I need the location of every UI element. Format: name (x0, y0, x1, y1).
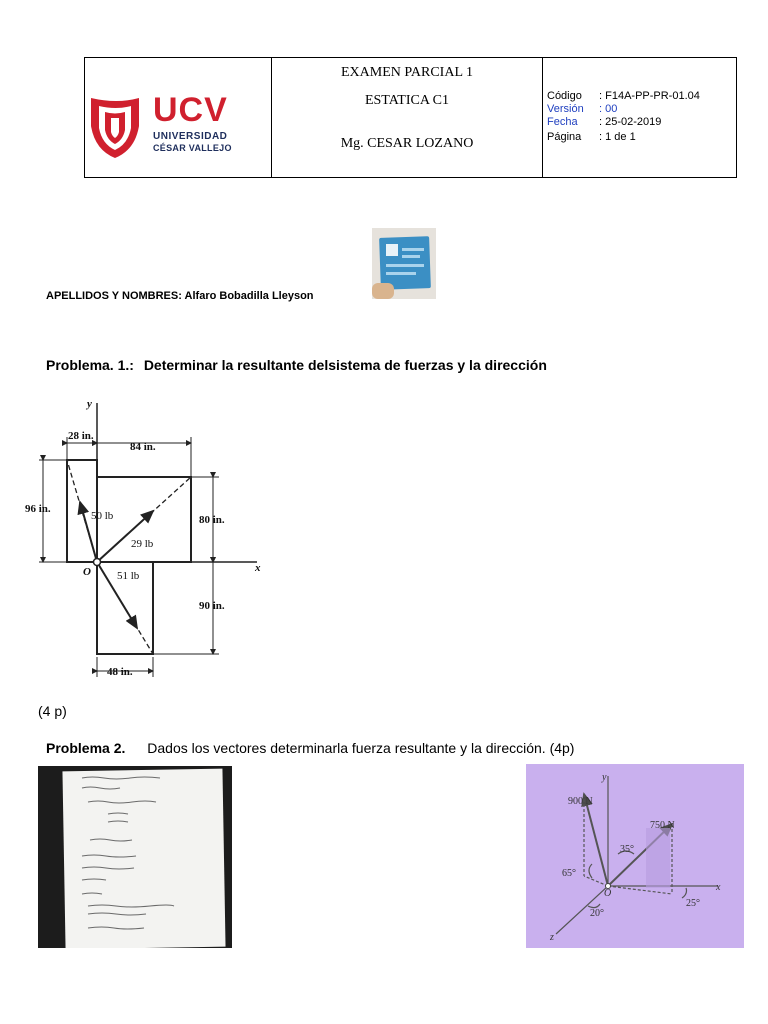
problem1-points: (4 p) (38, 703, 67, 719)
meta-page: Página : 1 de 1 (547, 131, 636, 143)
meta-cell (543, 58, 736, 177)
problem2-label: Problema 2. (46, 740, 126, 756)
problem2-figure-photo (526, 764, 744, 948)
course-name: ESTATICA C1 (364, 93, 450, 108)
student-label: APELLIDOS Y NOMBRES: (46, 290, 182, 302)
p2-angle-20: 20° (590, 908, 604, 919)
p2-axis-y: y (602, 772, 607, 783)
p2-angle-65: 65° (562, 868, 576, 879)
p1-dim-28: 28 in. (68, 430, 94, 442)
p2-angle-35: 35° (620, 844, 634, 855)
p2-angle-25: 25° (686, 898, 700, 909)
problem1-label: Problema. 1.: (46, 357, 134, 373)
p2-origin: O (604, 888, 612, 899)
p1-force-50: 50 lb (91, 510, 114, 522)
problem2-heading (46, 740, 574, 756)
p2-force-900: 900 N (568, 796, 593, 807)
p2-force-750: 750 N (650, 820, 675, 831)
problem2-figure (526, 764, 744, 948)
p1-dim-96: 96 in. (25, 503, 51, 515)
student-name: Alfaro Bobadilla Lleyson (184, 290, 314, 302)
p1-dim-84: 84 in. (130, 441, 156, 453)
handwriting-icon (38, 766, 232, 948)
p1-dim-90: 90 in. (199, 600, 225, 612)
problem1-figure (25, 395, 270, 680)
p1-origin: O (83, 566, 91, 578)
header-table (84, 57, 737, 178)
teacher-name: Mg. CESAR LOZANO (340, 136, 474, 151)
problem2-text: Dados los vectores determinarla fuerza resultante y la dirección. (4p) (147, 740, 575, 756)
handwritten-notes-photo (38, 766, 232, 948)
logo-line2: CÉSAR VALLEJO (153, 143, 232, 153)
logo-line1: UNIVERSIDAD (153, 131, 228, 142)
p2-axis-z: z (550, 932, 554, 943)
p1-axis-x: x (255, 562, 261, 574)
student-id-photo (372, 228, 436, 299)
p1-force-51: 51 lb (117, 570, 140, 582)
p1-dim-48: 48 in. (107, 666, 133, 678)
student-line (46, 290, 314, 302)
title-cell (272, 58, 543, 177)
p1-dim-80: 80 in. (199, 514, 225, 526)
meta-code: Código : F14A-PP-PR-01.04 (547, 90, 700, 102)
p1-force-29: 29 lb (131, 538, 154, 550)
p1-axis-y: y (87, 398, 92, 410)
meta-version: Versión : 00 (547, 103, 618, 115)
problem1-text: Determinar la resultante delsistema de fuerzas y la dirección (143, 357, 547, 373)
logo-abbrev: UCV (153, 91, 228, 129)
exam-title: EXAMEN PARCIAL 1 (341, 65, 473, 80)
p2-axis-x: x (716, 882, 721, 893)
problem1-heading (46, 357, 547, 373)
meta-date: Fecha : 25-02-2019 (547, 116, 662, 128)
logo-cell (85, 58, 272, 177)
